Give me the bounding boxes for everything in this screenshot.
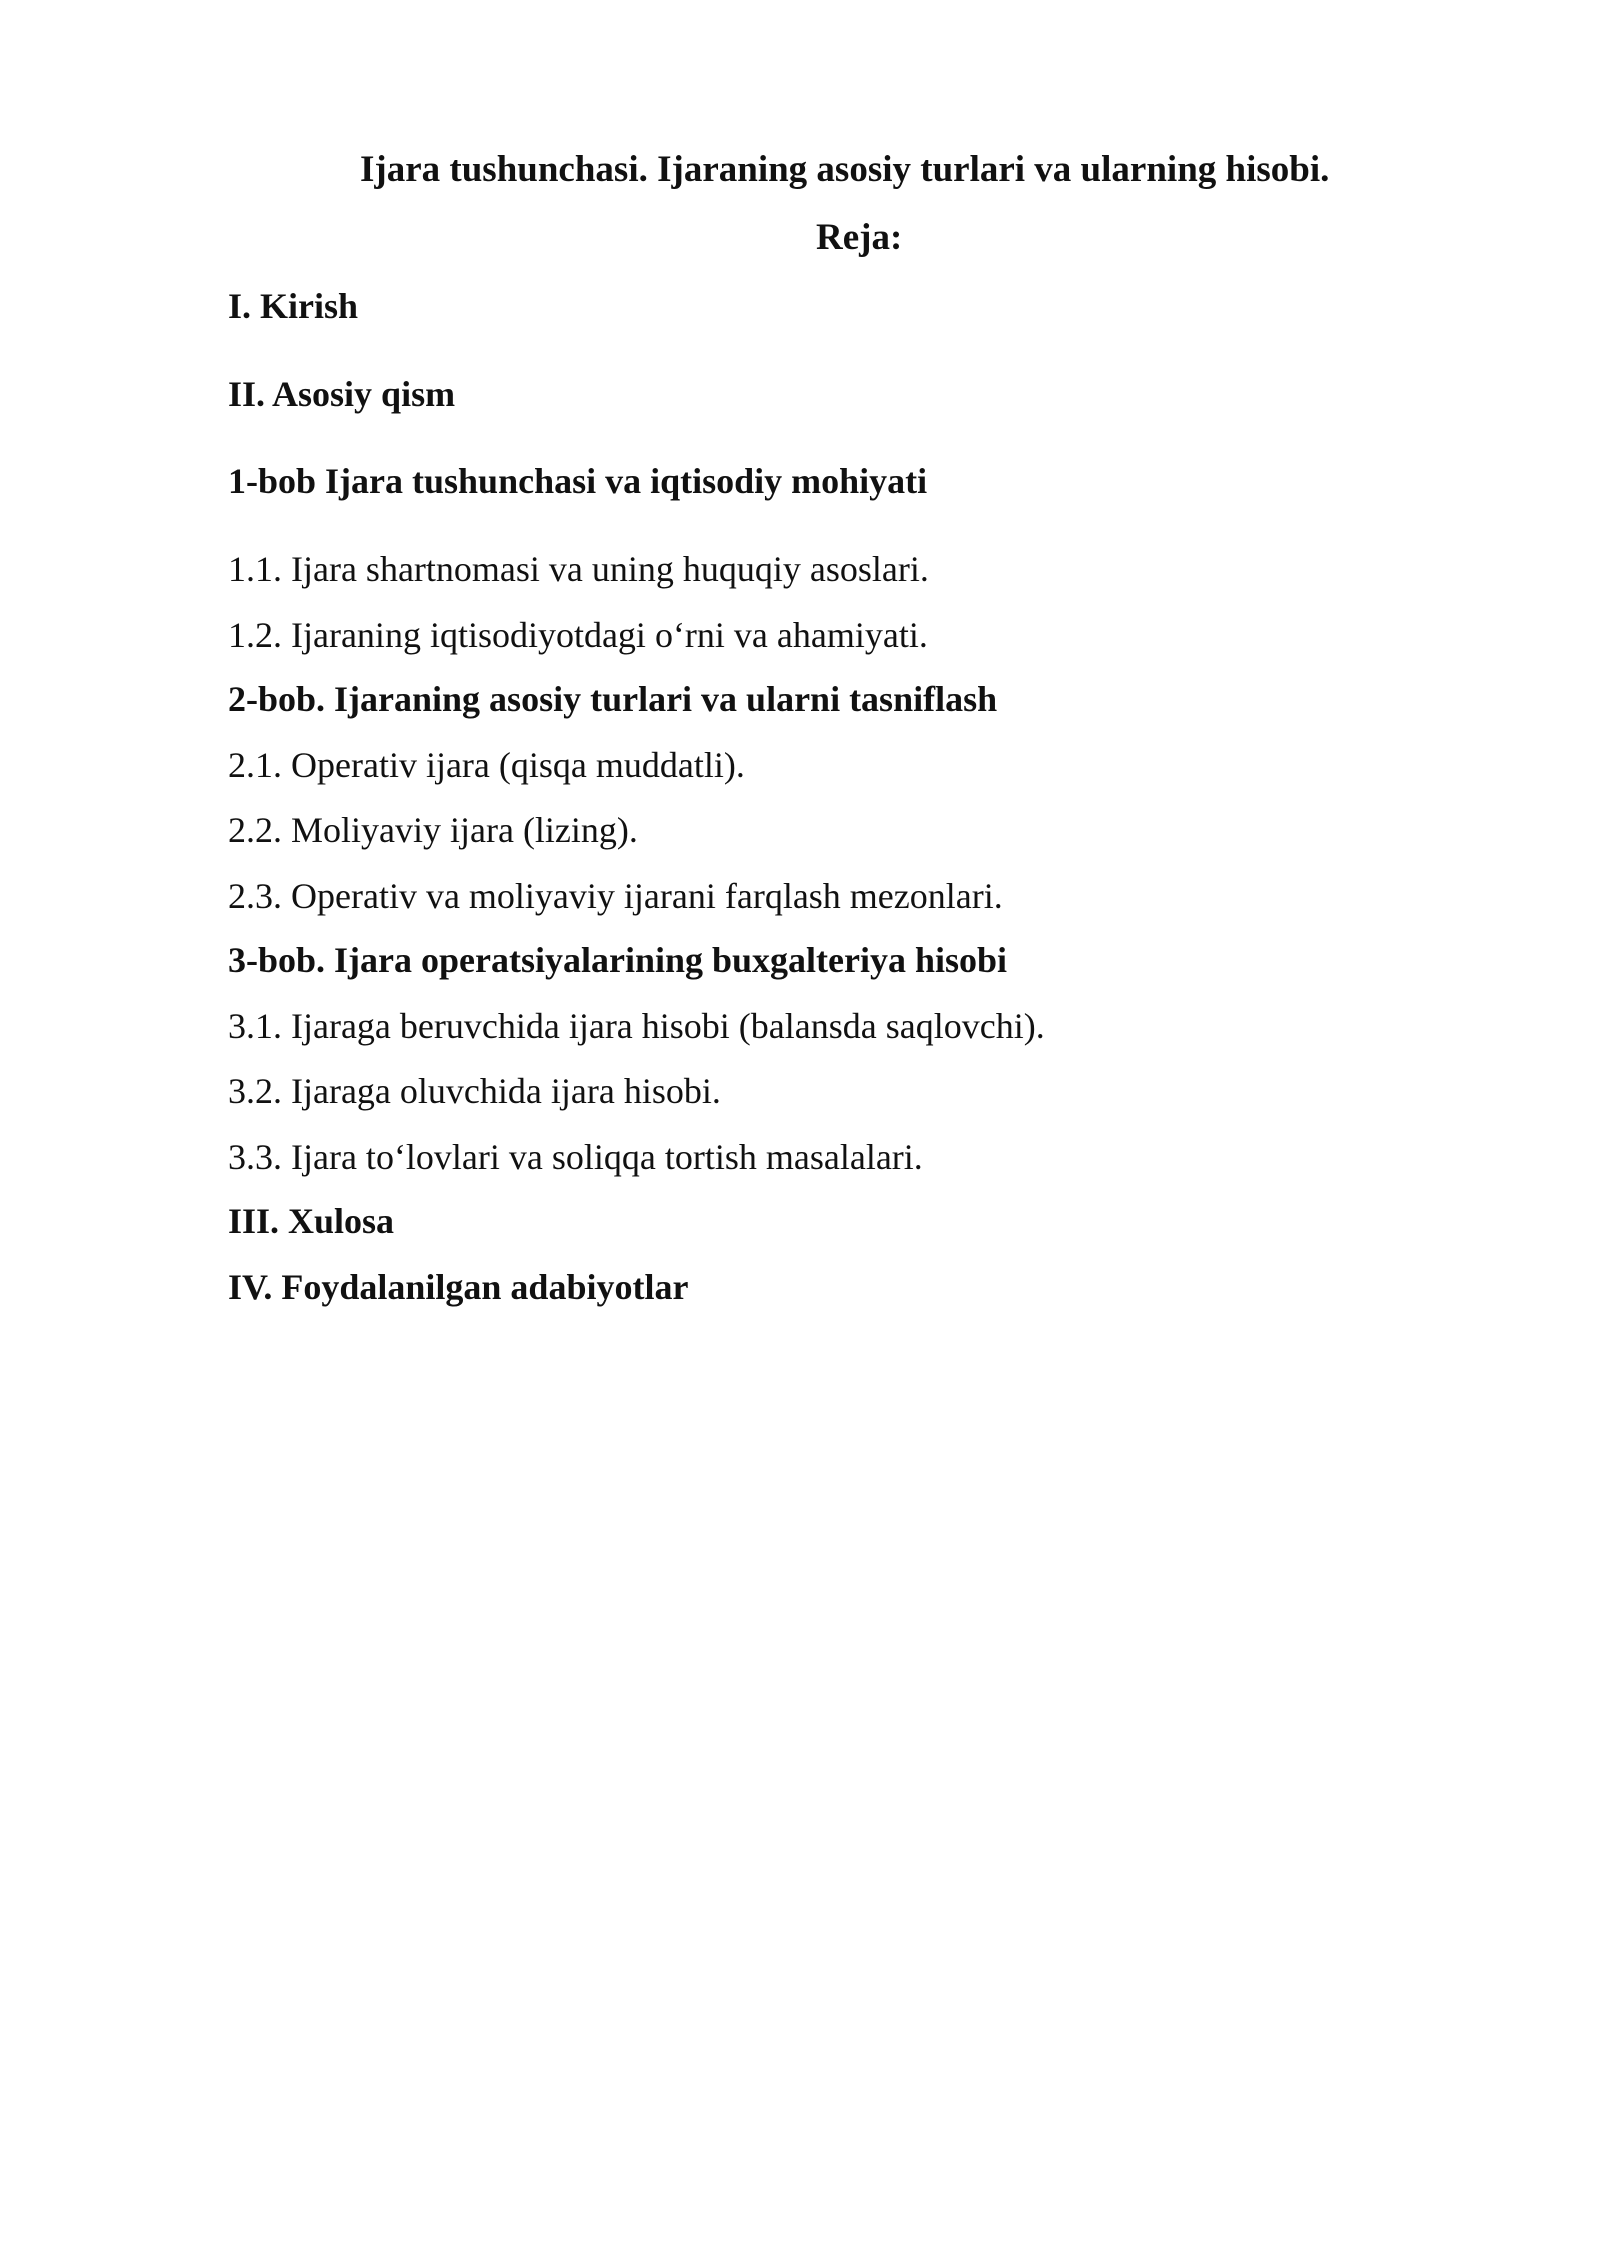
outline-section-2-1: 2.1. Operativ ijara (qisqa muddatli). [228, 745, 745, 785]
outline-chapter-3: 3-bob. Ijara operatsiyalarining buxgalteriya hisobi [228, 940, 1008, 980]
outline-item-main-part: II. Asosiy qism [228, 374, 456, 414]
outline-item-references: IV. Foydalanilgan adabiyotlar [228, 1267, 689, 1307]
outline-section-2-2: 2.2. Moliyaviy ijara (lizing). [228, 810, 638, 850]
outline-item-intro: I. Kirish [228, 286, 359, 326]
outline-section-3-2: 3.2. Ijaraga oluvchida ijara hisobi. [228, 1071, 721, 1111]
outline-chapter-1: 1-bob Ijara tushunchasi va iqtisodiy mohiyati [228, 461, 928, 501]
outline-section-3-1: 3.1. Ijaraga beruvchida ijara hisobi (balansda saqlovchi). [228, 1006, 1045, 1046]
outline-section-3-3: 3.3. Ijara to‘lovlari va soliqqa tortish masalalari. [228, 1137, 923, 1177]
outline-chapter-2: 2-bob. Ijaraning asosiy turlari va ularni tasniflash [228, 679, 998, 719]
outline-section-1-2: 1.2. Ijaraning iqtisodiyotdagi o‘rni va ahamiyati. [228, 615, 928, 655]
outline-section-2-3: 2.3. Operativ va moliyaviy ijarani farqlash mezonlari. [228, 876, 1003, 916]
outline-section-1-1: 1.1. Ijara shartnomasi va uning huquqiy asoslari. [228, 549, 929, 589]
plan-heading: Reja: [816, 217, 903, 258]
document-title: Ijara tushunchasi. Ijaraning asosiy turlari va ularning hisobi. [360, 149, 1330, 190]
outline-item-conclusion: III. Xulosa [228, 1201, 395, 1241]
